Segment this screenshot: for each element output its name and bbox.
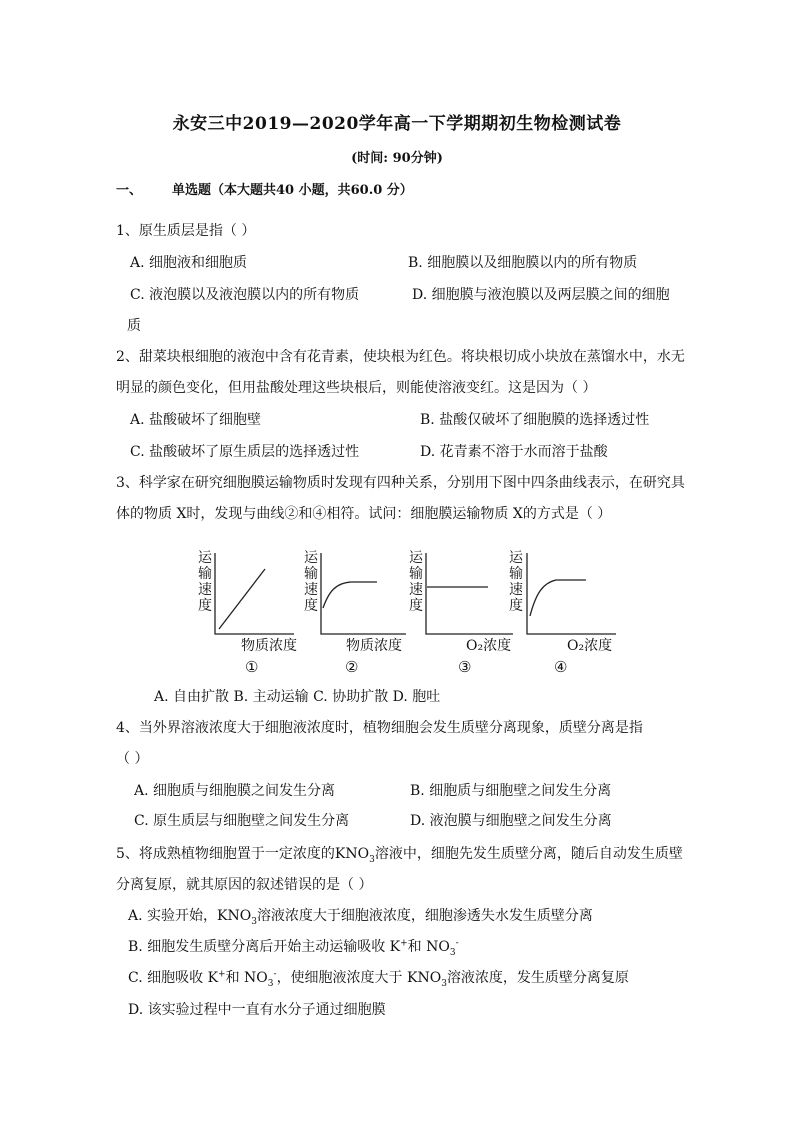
graph1-xlabel: 物质浓度 [241, 638, 297, 654]
graph4-number: ④ [554, 658, 568, 676]
section-label: 单选题（本大题共40 小题，共60.0 分） [172, 183, 413, 198]
q5-stem-line2: 分离复原，就其原因的叙述错误的是（ ） [116, 877, 373, 893]
q1-option-c: C. 液泡膜以及液泡膜以内的所有物质 [130, 287, 360, 303]
graph3-xlabel: O₂浓度 [466, 638, 512, 654]
q4-option-a: A. 细胞质与细胞膜之间发生分离 [134, 783, 336, 799]
graph2-ylabel: 运 输 速 度 [304, 550, 318, 614]
q1-stem: 1、原生质层是指（ ） [116, 223, 256, 239]
q3-options: A. 自由扩散 B. 主动运输 C. 协助扩散 D. 胞吐 [154, 689, 441, 705]
graph2-xlabel: 物质浓度 [346, 638, 402, 654]
graph4-plot [526, 553, 616, 635]
q1-option-d-continued: 质 [127, 318, 141, 334]
q1-option-d: D. 细胞膜与液泡膜以及两层膜之间的细胞 [412, 287, 670, 303]
q4-stem-line1: 4、当外界溶液浓度大于细胞液浓度时，植物细胞会发生质壁分离现象，质壁分离是指 [116, 720, 643, 736]
q5-option-c: C. 细胞吸收 K+和 $NO_3^-$，使细胞液浓度大于 $KNO_3$溶液浓度，发生质壁分离复原 [128, 969, 629, 989]
q5-stem-line1: 5、将成熟植物细胞置于一定浓度的$KNO_3$溶液中，细胞先发生质壁分离，随后自动发生质壁 [116, 846, 683, 865]
q4-option-b: B. 细胞质与细胞壁之间发生分离 [410, 783, 612, 799]
graph4-ylabel: 运 输 速 度 [509, 550, 523, 614]
graph3-ylabel: 运 输 速 度 [409, 550, 423, 614]
graph2-curve [323, 582, 377, 608]
graph1-plot [214, 553, 294, 635]
graph1-ylabel: 运 输 速 度 [198, 550, 212, 614]
graph2-number: ② [345, 658, 359, 676]
q2-option-d: D. 花青素不溶于水而溶于盐酸 [420, 444, 608, 460]
q4-option-c: C. 原生质层与细胞壁之间发生分离 [134, 813, 350, 829]
q4-stem-line2: （ ） [116, 751, 149, 767]
q5-option-b: B. 细胞发生质壁分离后开始主动运输吸收 K+和 $NO_3^-$ [128, 938, 459, 958]
graph1-number: ① [245, 658, 259, 676]
graph4-curve [530, 580, 586, 616]
q3-stem-line1: 3、科学家在研究细胞膜运输物质时发现有四种关系，分别用下图中四条曲线表示，在研究具 [116, 475, 685, 491]
q2-option-b: B. 盐酸仅破坏了细胞膜的选择透过性 [420, 412, 650, 428]
exam-duration: (时间: 90分钟) [351, 151, 443, 166]
q4-option-d: D. 液泡膜与细胞壁之间发生分离 [410, 813, 612, 829]
q1-option-a: A. 细胞液和细胞质 [130, 255, 248, 271]
q2-option-c: C. 盐酸破坏了原生质层的选择透过性 [130, 444, 360, 460]
graph4-xlabel: O₂浓度 [567, 638, 613, 654]
transport-rate-graphs [190, 545, 630, 680]
q2-stem-line2: 明显的颜色变化，但用盐酸处理这些块根后，则能使溶液变红。这是因为（ ） [116, 380, 597, 396]
page-title: 永安三中2019—2020学年高一下学期期初生物检测试卷 [172, 114, 622, 134]
q5-option-d: D. 该实验过程中一直有水分子通过细胞膜 [128, 1002, 386, 1018]
section-heading [116, 179, 413, 198]
q2-option-a: A. 盐酸破坏了细胞壁 [130, 412, 262, 428]
q1-option-b: B. 细胞膜以及细胞膜以内的所有物质 [408, 255, 638, 271]
graph2-plot [320, 553, 406, 635]
q2-stem-line1: 2、甜菜块根细胞的液泡中含有花青素，使块根为红色。将块根切成小块放在蒸馏水中，水无 [116, 349, 685, 365]
graph3-number: ③ [458, 658, 472, 676]
graph1-curve [219, 569, 265, 629]
section-number: 一、 [116, 183, 143, 198]
q5-option-a: A. 实验开始，$KNO_3$溶液浓度大于细胞液浓度，细胞渗透失水发生质壁分离 [128, 908, 593, 927]
q3-stem-line2: 体的物质 X时，发现与曲线②和④相符。试问：细胞膜运输物质 X的方式是（ ） [116, 506, 612, 522]
graph3-plot [425, 553, 513, 635]
